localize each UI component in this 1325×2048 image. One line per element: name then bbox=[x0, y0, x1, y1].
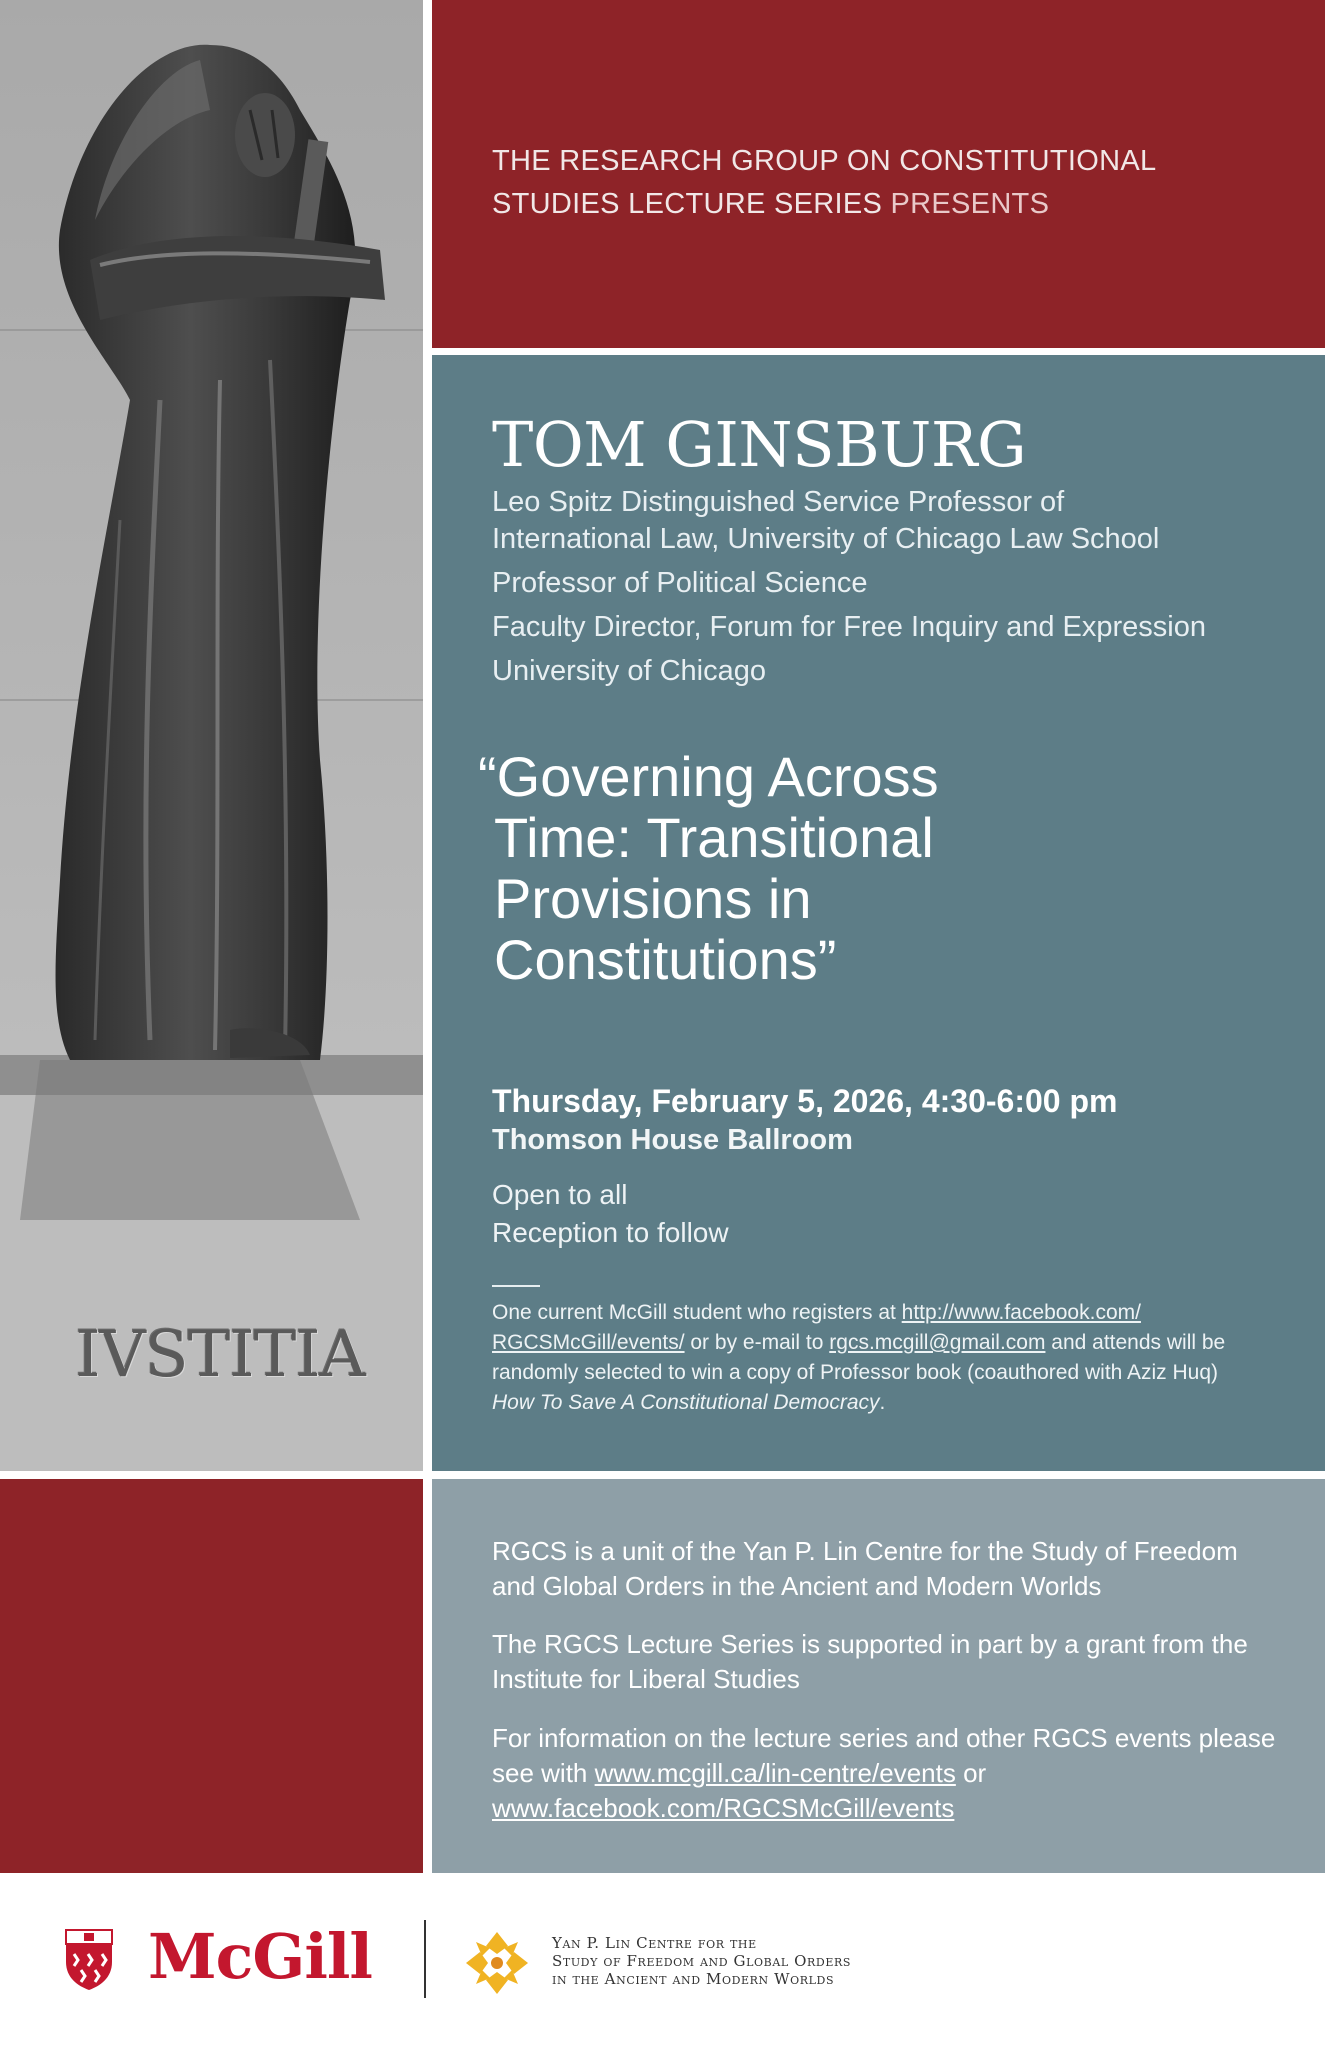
lin-centre-logo-icon bbox=[458, 1924, 536, 2002]
contest-text: . bbox=[879, 1391, 886, 1414]
lin-centre-line: in the Ancient and Modern Worlds bbox=[552, 1970, 835, 1988]
book-title: How To Save A Constitutional Democracy bbox=[492, 1391, 880, 1414]
statue-photo bbox=[0, 0, 423, 1471]
speaker-credential: Leo Spitz Distinguished Service Professor of bbox=[492, 486, 1065, 518]
lecture-title-line: Provisions in bbox=[494, 867, 812, 930]
speaker-name: TOM GINSBURG bbox=[492, 408, 1027, 481]
lecture-venue: Thomson House Ballroom bbox=[492, 1124, 853, 1156]
contest-text: and attends will be randomly selected to win a copy of Professor book (coauthored with Aziz Huq) bbox=[492, 1331, 1226, 1384]
presents-word: PRESENTS bbox=[890, 188, 1050, 220]
speaker-credential: Faculty Director, Forum for Free Inquiry and Expression bbox=[492, 611, 1206, 643]
speaker-credential: Professor of Political Science bbox=[492, 567, 868, 599]
contest-text: or by e-mail to bbox=[684, 1331, 830, 1354]
lin-centre-wordmark bbox=[552, 1934, 851, 1988]
rgcs-unit-text: RGCS is a unit of the Yan P. Lin Centre for the Study of Freedom and Global Orders in the Ancient and Modern Worlds bbox=[492, 1536, 1238, 1601]
lecture-datetime: Thursday, February 5, 2026, 4:30-6:00 pm bbox=[492, 1083, 1118, 1119]
reception-note: Reception to follow bbox=[492, 1217, 729, 1248]
presents-heading bbox=[492, 140, 1272, 226]
contest-notice bbox=[492, 1298, 1262, 1418]
lin-centre-line: Yan P. Lin Centre for the bbox=[552, 1934, 757, 1952]
lecture-title-line: Constitutions” bbox=[494, 928, 837, 991]
more-info-or: or bbox=[955, 1758, 987, 1788]
email-link[interactable]: rgcs.mcgill@gmail.com bbox=[829, 1331, 1046, 1354]
facebook-events-link[interactable]: http://www.facebook.com/ RGCSMcGill/events/ bbox=[492, 1301, 1141, 1354]
lecture-title-line: Time: Transitional bbox=[494, 806, 934, 869]
mcgill-wordmark: McGill bbox=[148, 1920, 372, 1993]
attendance-info bbox=[492, 1176, 729, 1252]
more-info-text bbox=[492, 1721, 1282, 1826]
speaker-credential: International Law, University of Chicago Law School bbox=[492, 523, 1160, 555]
lin-centre-events-link[interactable]: www.mcgill.ca/lin-centre/events bbox=[594, 1758, 956, 1788]
footer-divider bbox=[424, 1920, 426, 1998]
lecture-title-line: “Governing Across bbox=[478, 745, 939, 808]
facebook-events-link-2[interactable]: www.facebook.com/RGCSMcGill/events bbox=[492, 1793, 955, 1823]
open-to-all: Open to all bbox=[492, 1179, 628, 1210]
lin-centre-line: Study of Freedom and Global Orders bbox=[552, 1952, 851, 1970]
justitia-statue-illustration bbox=[0, 0, 423, 1471]
footer-accent-block bbox=[0, 1479, 423, 1873]
presents-line-1: THE RESEARCH GROUP ON CONSTITUTIONAL bbox=[492, 145, 1157, 177]
divider bbox=[492, 1285, 540, 1287]
contest-text: One current McGill student who registers at bbox=[492, 1301, 902, 1324]
lecture-title bbox=[478, 746, 1278, 990]
speaker-credential: University of Chicago bbox=[492, 655, 766, 687]
more-info-label: For information on the lecture series and other RGCS events please see with bbox=[492, 1723, 1276, 1788]
mcgill-shield-icon bbox=[64, 1928, 114, 1992]
series-name: STUDIES LECTURE SERIES bbox=[492, 188, 883, 220]
presents-line-2 bbox=[492, 183, 1272, 226]
grant-text: The RGCS Lecture Series is supported in part by a grant from the Institute for Liberal Studies bbox=[492, 1629, 1248, 1694]
statue-inscription: IVSTITIA bbox=[75, 1318, 365, 1392]
